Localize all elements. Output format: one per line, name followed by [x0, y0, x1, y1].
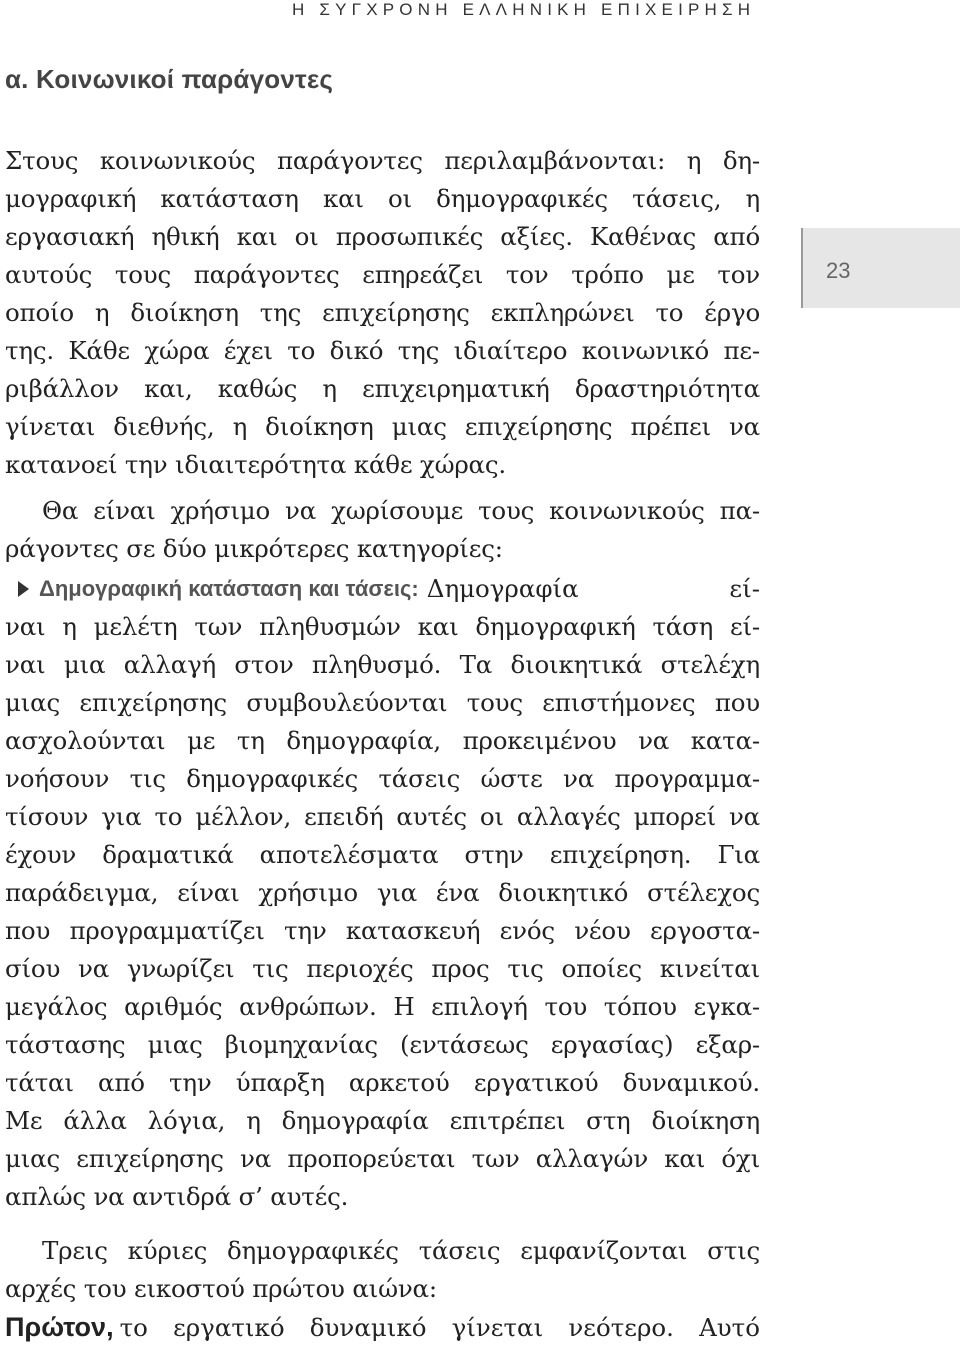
text-line: Με άλλα λόγια, η δημογραφία επιτρέπει στη διοίκηση	[5, 1106, 760, 1135]
bullet-arrow-icon	[18, 581, 29, 597]
text-line: σίου να γνωρίζει τις περιοχές προς τις οποίες κινείται	[5, 954, 760, 983]
page-number-tab	[801, 228, 960, 308]
text-line: τίσουν για το μέλλον, επειδή αυτές οι αλλαγές μπορεί να	[5, 802, 760, 831]
text-line: παράδειγμα, είναι χρήσιμο για ένα διοικητικό στέλεχος	[5, 878, 760, 907]
text-line: μιας επιχείρησης να προπορεύεται των αλλαγών και όχι	[5, 1144, 760, 1173]
text-line: τάται από την ύπαρξη αρκετού εργατικού δυναμικού.	[5, 1068, 760, 1097]
text-line: ράγοντες σε δύο μικρότερες κατηγορίες:	[5, 534, 503, 563]
text-line: νοήσουν τις δημογραφικές τάσεις ώστε να προγραμμα-	[5, 764, 760, 793]
final-line-text: το εργατικό δυναμικό γίνεται νεότερο. Αυτό	[119, 1313, 760, 1342]
text-line: Στους κοινωνικούς παράγοντες περιλαμβάνονται: η δη-	[5, 146, 760, 175]
text-line: ναι η μελέτη των πληθυσμών και δημογραφική τάση εί-	[5, 612, 760, 641]
text-line: Τρεις κύριες δημογραφικές τάσεις εμφανίζονται στις	[42, 1236, 760, 1265]
text-line: τάστασης μιας βιομηχανίας (εντάσεως εργασίας) εξαρ-	[5, 1030, 760, 1059]
text-line: αρχές του εικοστού πρώτου αιώνα:	[5, 1274, 437, 1303]
text-line: μογραφική κατάσταση και οι δημογραφικές τάσεις, η	[5, 184, 760, 213]
text-line: εργασιακή ηθική και οι προσωπικές αξίες. Καθένας από	[5, 222, 760, 251]
bold-term: Πρώτον,	[5, 1312, 114, 1342]
text-line: μιας επιχείρησης συμβουλεύονται τους επιστήμονες που	[5, 688, 760, 717]
text-line: γίνεται διεθνής, η διοίκηση μιας επιχείρησης πρέπει να	[5, 412, 760, 441]
bullet-term: Δημογραφική κατάσταση και τάσεις:	[39, 576, 419, 601]
bullet-first-line	[18, 570, 760, 608]
section-heading: α. Κοινωνικοί παράγοντες	[5, 64, 334, 94]
bullet-text: Δημογραφία εί-	[426, 574, 760, 603]
text-line: που προγραμματίζει την κατασκευή ενός νέου εργοστα-	[5, 916, 760, 945]
final-line	[5, 1308, 760, 1346]
page-number: 23	[826, 258, 851, 283]
text-line: αυτούς τους παράγοντες επηρεάζει τον τρόπο με τον	[5, 260, 760, 289]
text-line: Θα είναι χρήσιμο να χωρίσουμε τους κοινωνικούς πα-	[42, 496, 760, 525]
text-line: οποίο η διοίκηση της επιχείρησης εκπληρώνει το έργο	[5, 298, 760, 327]
text-line: ριβάλλον και, καθώς η επιχειρηματική δραστηριότητα	[5, 374, 760, 403]
text-line: ασχολούνται με τη δημογραφία, προκειμένου να κατα-	[5, 726, 760, 755]
text-line: έχουν δραματικά αποτελέσματα στην επιχείρηση. Για	[5, 840, 760, 869]
running-head: Η ΣΥΓΧΡΟΝΗ ΕΛΛΗΝΙΚΗ ΕΠΙΧΕΙΡΗΣΗ	[292, 0, 756, 19]
text-line: ναι μια αλλαγή στον πληθυσμό. Τα διοικητικά στελέχη	[5, 650, 760, 679]
text-line: της. Κάθε χώρα έχει το δικό της ιδιαίτερο κοινωνικό πε-	[5, 336, 760, 365]
text-line: κατανοεί την ιδιαιτερότητα κάθε χώρας.	[5, 450, 507, 479]
text-line: μεγάλος αριθμός ανθρώπων. Η επιλογή του τόπου εγκα-	[5, 992, 760, 1021]
text-line: απλώς να αντιδρά σ’ αυτές.	[5, 1182, 349, 1211]
